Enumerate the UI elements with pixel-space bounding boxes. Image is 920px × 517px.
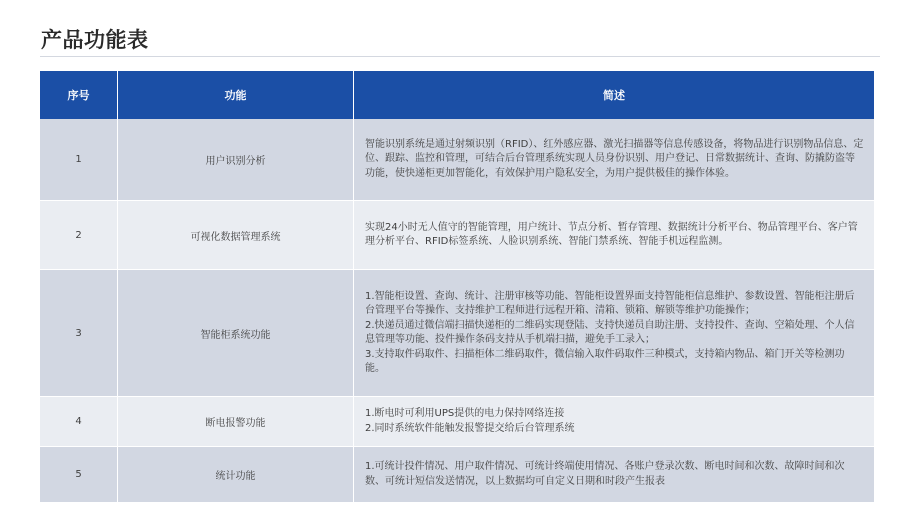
table-row [40,119,874,201]
header-num: 序号 [40,71,118,119]
row-description: 1.断电时可利用UPS提供的电力保持网络连接 2.同时系统软件能触发报警提交给后台管理系统 [354,397,874,447]
product-function-table [40,71,874,503]
row-function: 用户识别分析 [118,119,354,201]
row-function: 统计功能 [118,447,354,503]
row-description: 1.可统计投件情况、用户取件情况、可统计终端使用情况、各账户登录次数、断电时间和次数、故障时间和次数、可统计短信发送情况，以上数据均可自定义日期和时段产生报表 [354,447,874,503]
row-function: 智能柜系统功能 [118,270,354,397]
table-row [40,201,874,270]
row-description: 智能识别系统是通过射频识别（RFID）、红外感应器、激光扫描器等信息传感设备，将物品进行识别物品信息、定位、跟踪、监控和管理，可结合后台管理系统实现人员身份识别、用户登记、日常数据统计、查询、防撬防盗等功能，使快递柜更加智能化，有效保护用户隐私安全，为用户提供极佳的操作体验。 [354,119,874,201]
row-description: 1.智能柜设置、查询、统计、注册审核等功能、智能柜设置界面支持智能柜信息维护、参数设置、智能柜注册后台管理平台等操作、支持维护工程师进行远程开箱、清箱、锁箱、解锁等维护功能操作； 2.快递员通过微信端扫描快递柜的二维码实现登陆、支持快递员自助注册、支持投件、查询、空箱处理、个人信息管理等功能、投件操作条码支持从手机端扫描，避免手工录入； 3.支持取件码取件、扫描柜体二维码取件，微信输入取件码取件三种模式，支持箱内物品、箱门开关等检测功能。 [354,270,874,397]
table-row [40,447,874,503]
row-num: 1 [40,119,118,201]
table-row [40,270,874,397]
page-title: 产品功能表 [41,28,149,52]
row-description: 实现24小时无人值守的智能管理，用户统计、节点分析、暂存管理、数据统计分析平台、物品管理平台、客户管理分析平台、RFID标签系统、人脸识别系统、智能门禁系统、智能手机远程监测。 [354,201,874,270]
header-description: 简述 [354,71,874,119]
row-function: 可视化数据管理系统 [118,201,354,270]
row-num: 2 [40,201,118,270]
row-function: 断电报警功能 [118,397,354,447]
table-header-row [40,71,874,119]
row-num: 3 [40,270,118,397]
header-function: 功能 [118,71,354,119]
table-row [40,397,874,447]
row-num: 5 [40,447,118,503]
row-num: 4 [40,397,118,447]
title-divider [40,56,880,57]
